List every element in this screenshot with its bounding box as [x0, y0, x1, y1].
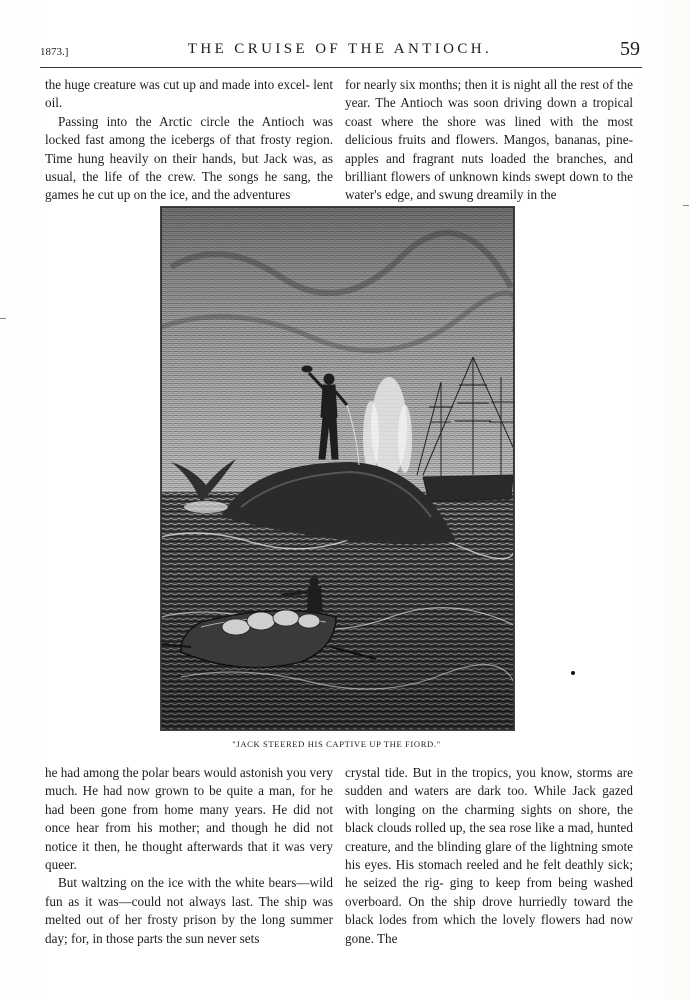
ink-speck — [571, 671, 575, 675]
column-bottom-left — [45, 764, 333, 948]
running-head — [40, 38, 640, 64]
running-head-title: THE CRUISE OF THE ANTIOCH. — [187, 41, 493, 57]
paragraph: Passing into the Arctic circle the Antioch was locked fast among the icebergs of that frosty region. Time hung heavily on their hands, but Jack was, as usual, the life of the crew. The songs he sang, the games he cut up on the ice, and the adventures — [45, 113, 333, 203]
paragraph: crystal tide. But in the tropics, you know, storms are sudden and waters are dark too. While Jack gazed with longing on the charming sights on shore, the black clouds rolled up, the sea rose like a mad, hunted creature, and the blinding glare of the lightning smote his eyes. His stomach reeled and he felt deathly sick; he seized the rig- ging to keep from being washed overboard. On the ship drove hurriedly toward the black lodes from which the lovely flowers had now gone. The — [345, 765, 633, 946]
running-head-year: 1873.] — [40, 46, 69, 58]
paragraph: for nearly six months; then it is night all the rest of the year. The Antioch was soon driving down a tropical coast where the shore was lined with the most delicious fruits and flowers. Mangos, bananas, pine-apples and fragrant nuts loaded the branches, and brilliant flowers of unknown kinds swept down to the water's edge, and swung dreamily in the — [345, 77, 633, 203]
figure-caption: "JACK STEERED HIS CAPTIVE UP THE FIORD." — [232, 739, 441, 749]
column-top-right — [345, 76, 633, 205]
engraving-illustration — [160, 206, 515, 731]
header-rule — [40, 67, 642, 68]
page-number: 59 — [620, 38, 640, 60]
margin-mark — [683, 205, 689, 206]
paragraph: But waltzing on the ice with the white bears—wild fun as it was—could not always last. The ship was melted out of her frosty prison by the long summer day; for, in those parts the sun never sets — [45, 875, 333, 946]
paragraph: he had among the polar bears would astonish you very much. He had now grown to be quite a man, for he had been gone from home many years. He did not once hear from his mother; and though he did not notice it then, he thought afterwards that it was very queer. — [45, 765, 333, 873]
column-top-left — [45, 76, 333, 205]
whale-scene-drawing — [161, 207, 514, 730]
paragraph: the huge creature was cut up and made into excel- lent oil. — [45, 77, 333, 111]
column-bottom-right — [345, 764, 633, 948]
margin-mark — [0, 318, 6, 319]
